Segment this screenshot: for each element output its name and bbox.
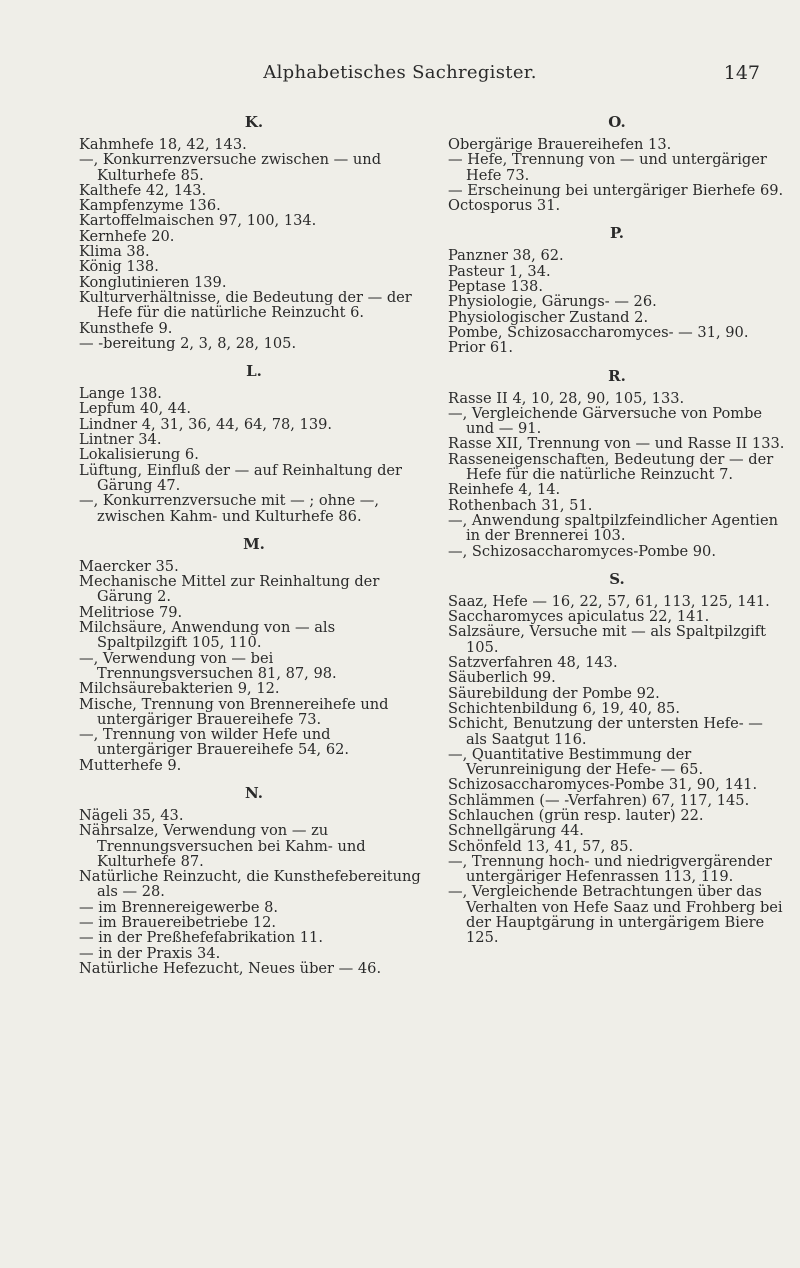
index-entry: —, Verwendung von — bei Trennungsversuchen 81, 87, 98. [79,649,337,682]
index-entry: Obergärige Brauereihefen 13. [448,136,672,153]
index-entry: Lintner 34. [79,431,162,449]
index-column-right [448,113,786,957]
index-entry: Schönfeld 13, 41, 57, 85. [448,837,634,855]
index-entry: —, Trennung von wilder Hefe und untergäriger Brauereihefe 54, 62. [79,726,350,759]
index-entry: Kernhefe 20. [79,227,175,245]
index-entry: Melitriose 79. [79,603,183,621]
index-entry: Mische, Trennung von Brennereihefe und untergäriger Brauereihefe 73. [79,695,389,728]
index-entry: Pasteur 1, 34. [448,262,551,280]
index-section [79,535,429,773]
index-entry: Schizosaccharomyces-Pombe 31, 90, 141. [448,776,758,794]
index-section [79,784,429,976]
index-entry: Lüftung, Einfluß der — auf Reinhaltung der Gärung 47. [79,461,403,494]
index-section [448,367,786,559]
index-entry: Maercker 35. [79,557,179,575]
index-entry: Schlauchen (grün resp. lauter) 22. [448,806,704,824]
section-letter-heading: O. [608,113,626,131]
index-entry: Salzsäure, Versuche mit — als Spaltpilzgift 105. [448,623,767,656]
index-entry: — in der Praxis 34. [79,944,221,962]
index-entry: Rasse XII, Trennung von — und Rasse II 133. [448,435,785,453]
index-entry: —, Anwendung spaltpilzfeindlicher Agentien in der Brennerei 103. [448,511,778,545]
index-entry: Kunsthefe 9. [79,319,173,337]
index-section [79,362,429,524]
section-letter-heading: M. [243,534,265,553]
index-entry: Kalthefe 42, 143. [79,181,207,199]
index-entry: Lange 138. [79,385,162,403]
index-entry: —, Konkurrenzversuche mit — ; ohne —, zwischen Kahm- und Kulturhefe 86. [79,492,379,525]
index-section [448,113,786,213]
section-letter-heading: L. [246,362,262,381]
index-column-left [79,113,429,987]
index-entry: Mechanische Mittel zur Reinhaltung der Gärung 2. [79,573,380,606]
index-entry: Kartoffelmaischen 97, 100, 134. [79,212,317,230]
index-entry: Lokalisierung 6. [79,446,199,464]
index-entry: Prior 61. [448,339,514,357]
index-entry: —, Quantitative Bestimmung der Verunreinigung der Hefe- — 65. [448,745,704,779]
section-letter-heading: K. [244,113,264,131]
section-letter-heading: R. [608,366,626,385]
index-entry: — Hefe, Trennung von — und untergäriger Hefe 73. [448,151,767,184]
page-number: 147 [723,62,760,84]
index-entry: — -bereitung 2, 3, 8, 28, 105. [79,334,297,352]
index-entry: —, Trennung hoch- und niedrigvergärender untergäriger Hefenrassen 113, 119. [448,852,772,886]
index-entry: Lindner 4, 31, 36, 44, 64, 78, 139. [79,415,333,433]
index-entry: Panzner 38, 62. [448,247,564,265]
index-entry: Säuberlich 99. [448,669,556,687]
index-entry: Octosporus 31. [448,197,561,215]
index-entry: Reinhefe 4, 14. [448,481,561,499]
index-entry: — im Brauereibetriebe 12. [79,914,277,932]
index-entry: Rothenbach 31, 51. [448,496,593,514]
index-entry: Konglutinieren 139. [79,273,227,291]
index-entry: Rasse II 4, 10, 28, 90, 105, 133. [448,389,685,407]
section-letter-heading: N. [245,783,263,802]
index-entry: —, Vergleichende Gärversuche von Pombe und — 91. [448,404,763,438]
index-entry: Milchsäurebakterien 9, 12. [79,680,280,698]
index-entry: — Erscheinung bei untergäriger Bierhefe 69. [448,181,784,199]
page-title: Alphabetisches Sachregister. [263,62,537,83]
index-entry: —, Vergleichende Betrachtungen über das Verhalten von Hefe Saaz und Frohberg bei der Hauptgärung in untergärigem Biere 125. [448,883,783,947]
index-entry: König 138. [79,258,159,276]
index-section [448,224,786,355]
index-entry: Natürliche Reinzucht, die Kunsthefebereitung als — 28. [79,868,421,901]
index-entry: Pombe, Schizosaccharomyces- — 31, 90. [448,323,749,341]
index-entry: Physiologischer Zustand 2. [448,308,649,326]
index-entry: Kampfenzyme 136. [79,197,221,215]
index-entry: Natürliche Hefezucht, Neues über — 46. [79,959,382,977]
index-section [448,570,786,946]
index-section [79,113,429,351]
index-entry: —, Konkurrenzversuche zwischen — und Kulturhefe 85. [79,151,382,184]
index-entry: Peptase 138. [448,278,543,296]
index-entry: Kulturverhältnisse, die Bedeutung der — der Hefe für die natürliche Reinzucht 6. [79,288,412,322]
index-entry: Rasseneigenschaften, Bedeutung der — der Hefe für die natürliche Reinzucht 7. [448,450,774,484]
index-entry: Kahmhefe 18, 42, 143. [79,136,247,153]
index-entry: Schlämmen (— -Verfahren) 67, 117, 145. [448,791,750,809]
index-entry: Saaz, Hefe — 16, 22, 57, 61, 113, 125, 141. [448,592,770,610]
index-entry: Milchsäure, Anwendung von — als Spaltpilzgift 105, 110. [79,619,336,652]
index-entry: Nährsalze, Verwendung von — zu Trennungsversuchen bei Kahm- und Kulturhefe 87. [79,822,366,870]
index-entry: — in der Preßhefefabrikation 11. [79,929,323,947]
index-entry: Säurebildung der Pombe 92. [448,684,660,702]
index-entry: Schichtenbildung 6, 19, 40, 85. [448,699,680,717]
index-entry: Lepfum 40, 44. [79,400,192,418]
section-letter-heading: S. [609,569,625,588]
index-entry: Schnellgärung 44. [448,822,584,840]
index-entry: Nägeli 35, 43. [79,806,184,824]
index-entry: Saccharomyces apiculatus 22, 141. [448,608,710,626]
section-letter-heading: P. [609,224,625,243]
page-header [0,62,800,92]
index-entry: Physiologie, Gärungs- — 26. [448,293,657,311]
index-entry: Satzverfahren 48, 143. [448,654,618,672]
index-entry: Mutterhefe 9. [79,756,182,774]
index-entry: Klima 38. [79,243,150,261]
index-entry: — im Brennereigewerbe 8. [79,898,279,916]
index-entry: —, Schizosaccharomyces-Pombe 90. [448,542,716,560]
index-entry: Schicht, Benutzung der untersten Hefe- — als Saatgut 116. [448,715,763,748]
